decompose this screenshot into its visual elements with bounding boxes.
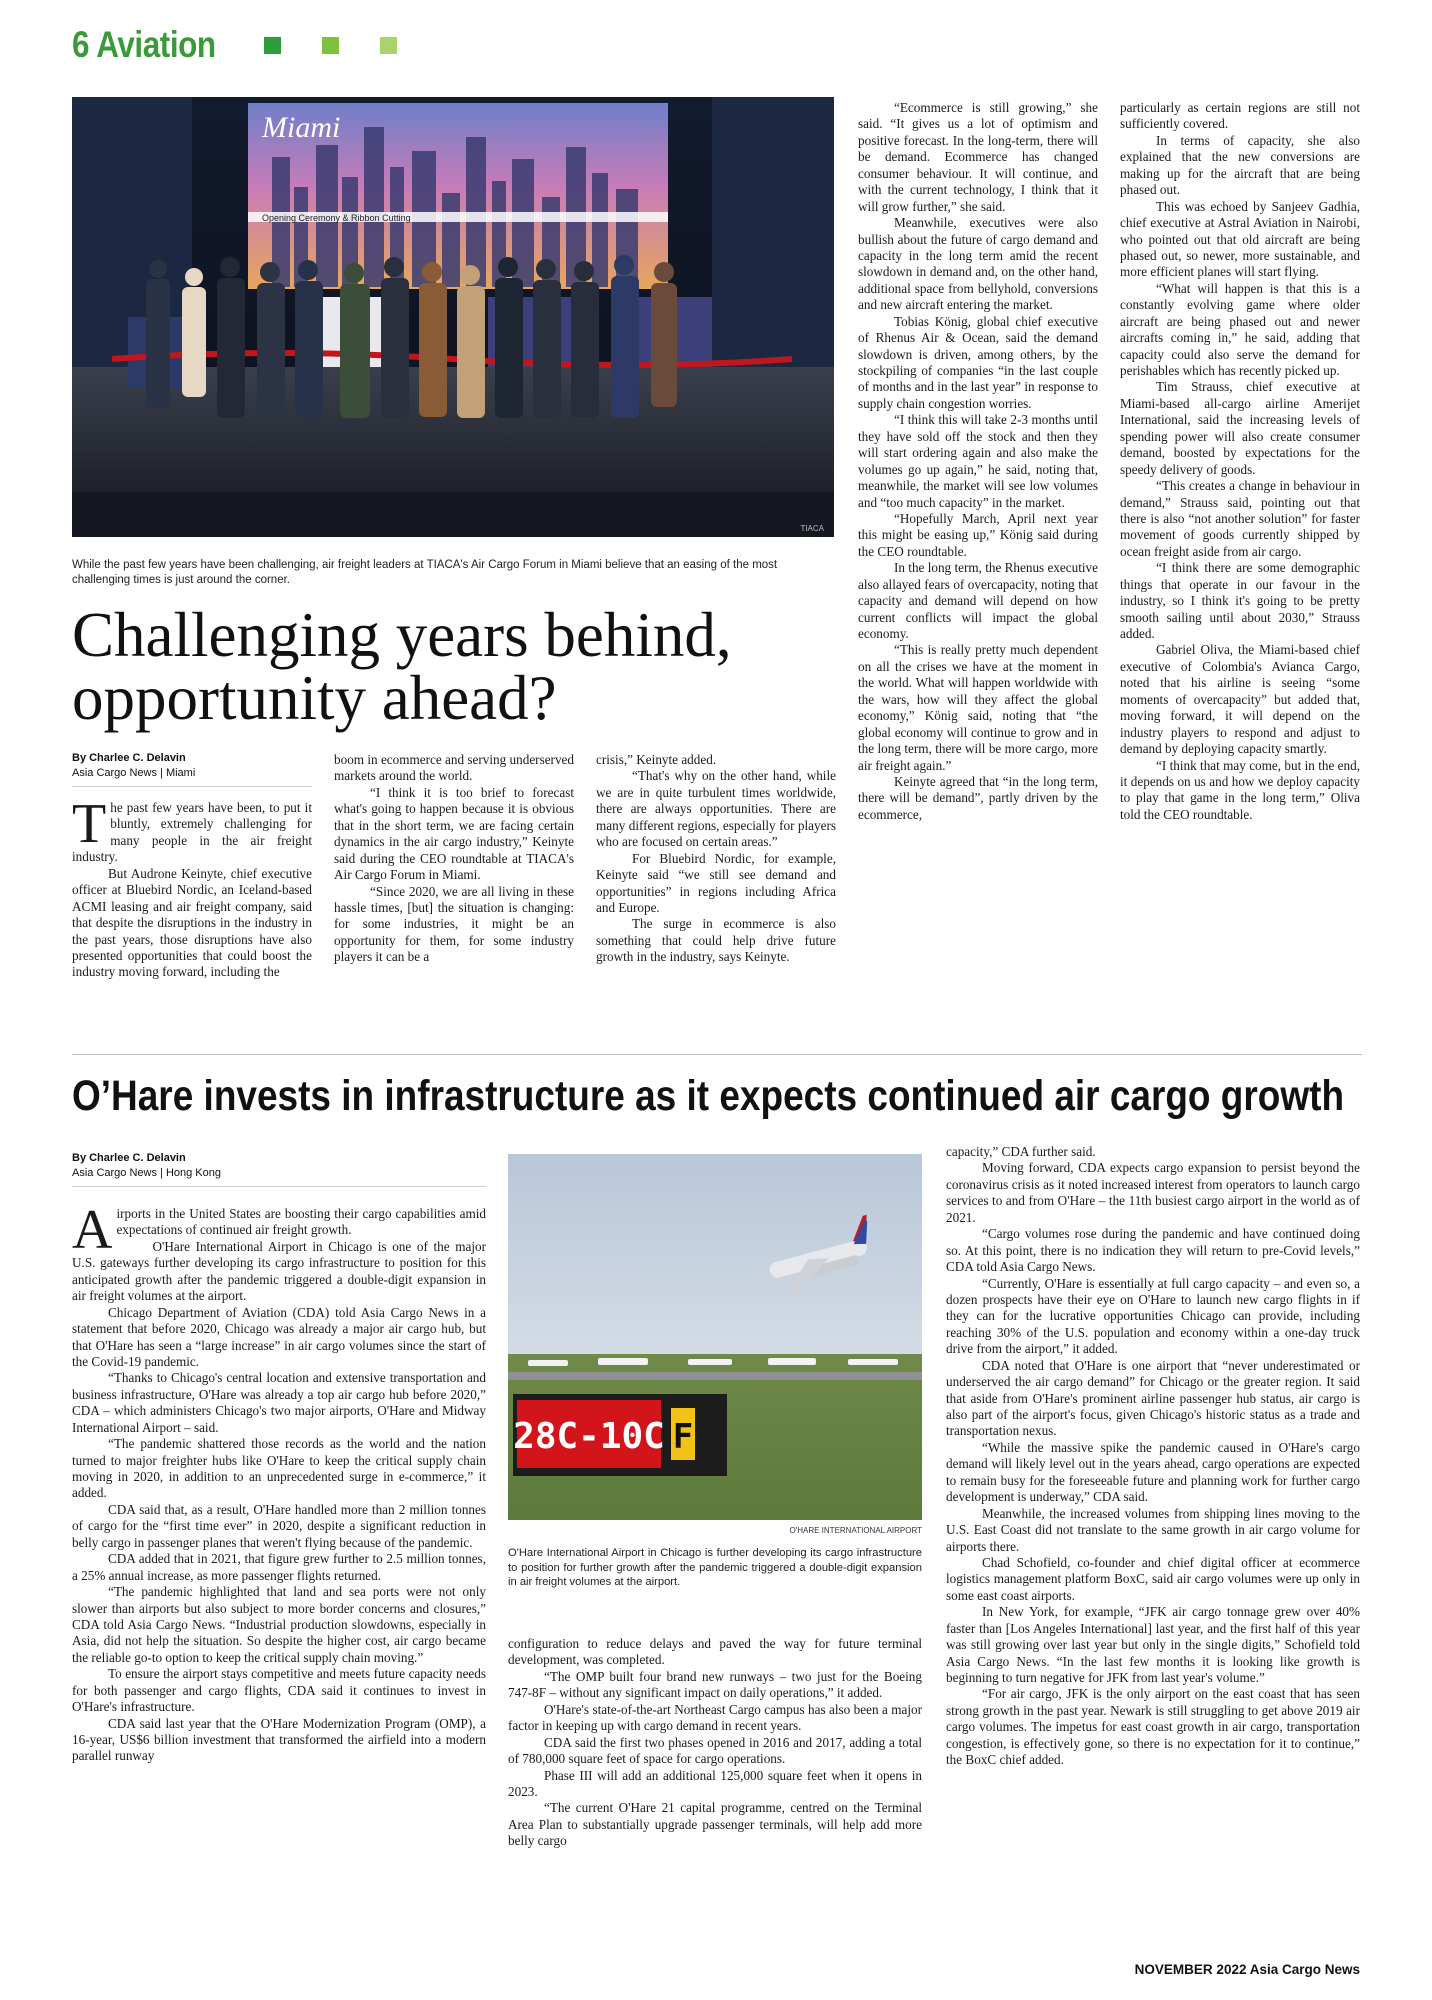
article2-column-1 — [72, 1199, 486, 1765]
paragraph: Tim Strauss, chief executive at Miami-based all-cargo airline Amerijet International, said the increasing levels of spending power will also create consumer demand, boosted by expectations for the speedy delivery of goods. — [1120, 379, 1360, 477]
green-square-3 — [380, 37, 397, 54]
paragraph: O'Hare International Airport in Chicago is one of the major U.S. gateways further developing its cargo infrastructure to position for this anticipated growth after the pandemic triggered a double-digit expansion in air freight volumes at the airport. — [72, 1238, 486, 1304]
green-square-2 — [322, 37, 339, 54]
runway-sign-text: 28C-10C — [513, 1416, 665, 1457]
paragraph: he past few years have been, to put it bluntly, extremely challenging for many people in the air freight industry. — [72, 800, 312, 865]
paragraph: In terms of capacity, she also explained that the new conversions are making up for the aircraft that are being phased out. — [1120, 132, 1360, 198]
paragraph: Moving forward, CDA expects cargo expansion to persist beyond the coronavirus crisis as it noted increased interest from operators to launch cargo services to and from O'Hare – the 11th busiest cargo airport in the world as of 2021. — [946, 1160, 1360, 1225]
byline-author: By Charlee C. Delavin — [72, 1152, 186, 1164]
paragraph: crisis,” Keinyte added. — [596, 752, 717, 767]
paragraph: In the long term, the Rhenus executive also allayed fears of overcapacity, noting that capacity and demand will depend on how current conflicts will impact the global economy. — [858, 560, 1098, 641]
green-square-1 — [264, 37, 281, 54]
paragraph: “I think that may come, but in the end, it depends on us and how we deploy capacity to play that game in the long term,” Oliva told the CEO roundtable. — [1120, 757, 1360, 822]
paragraph: Chicago Department of Aviation (CDA) told Asia Cargo News in a statement that before 2020, Chicago was already a major air cargo hub, but that O'Hare has seen a “large increase” in air cargo volumes since the start of the Covid-19 pandemic. — [72, 1304, 486, 1369]
paragraph: CDA said that, as a result, O'Hare handled more than 2 million tonnes of cargo for the “first time ever” in 2020, despite a significant reduction in belly cargo in passenger planes that weren't flying because of the pandemic. — [72, 1501, 486, 1550]
paragraph: “The pandemic shattered those records as the world and the nation turned to major freighter hubs like O'Hare to keep the critical supply chain moving in 2020, in addition to an unprecedented surge in e-commerce,” it added. — [72, 1436, 486, 1501]
paragraph: particularly as certain regions are still not sufficiently covered. — [1120, 100, 1360, 132]
paragraph: “I think this will take 2-3 months until they have sold off the stock and then they will start ordering again and also make the volumes go up again,” he said, noting that, meanwhile, the market will see low volumes and “too much capacity” in the market. — [858, 412, 1098, 510]
paragraph: Meanwhile, the increased volumes from shipping lines moving to the U.S. East Coast did not translate to the same growth in air cargo volume for airports there. — [946, 1505, 1360, 1554]
article2-column-2 — [508, 1636, 922, 1850]
byline-2 — [72, 1152, 486, 1179]
paragraph: O'Hare's state-of-the-art Northeast Cargo campus has also been a major factor in keeping up with cargo demand in recent years. — [508, 1701, 922, 1734]
paragraph: “This creates a change in behaviour in demand,” Strauss said, pointing out that there is also “not another solution” for faster movement of goods currently shipped by ocean freight aside from air cargo. — [1120, 478, 1360, 559]
paragraph: But Audrone Keinyte, chief executive officer at Bluebird Nordic, an Iceland-based ACMI leasing and air freight company, said that despite the disruptions in the industry in the past years, those disruptions have also presented opportunities that could boost the industry moving forward, including the — [72, 865, 312, 980]
article1-column-5 — [1120, 100, 1360, 823]
paragraph: “Cargo volumes rose during the pandemic and have continued doing so. At this point, there is no indication they will return to pre-Covid levels,” CDA told Asia Cargo News. — [946, 1226, 1360, 1275]
article1-column-4 — [858, 100, 1098, 823]
paragraph: Gabriel Oliva, the Miami-based chief executive of Colombia's Avianca Cargo, noted that his airline is seeing “some moments of overcapacity” but added that, moving forward, it will depend on the industry players to respond and adjust to demand by deploying capacity smartly. — [1120, 642, 1360, 757]
paragraph: “I think it is too brief to forecast what's going to happen because it is obvious that in the short term, we are facing certain dynamics in the air cargo industry,” Keinyte said during the CEO roundtable at TIACA's Air Cargo Forum in Miami. — [334, 784, 574, 883]
runway-sign-letter: F — [672, 1417, 694, 1457]
paragraph: CDA said last year that the O'Hare Modernization Program (OMP), a 16-year, US$6 billion investment that transformed the airfield into a modern parallel runway — [72, 1715, 486, 1764]
page-footer: NOVEMBER 2022 Asia Cargo News — [1134, 1962, 1360, 1977]
paragraph: “Thanks to Chicago's central location and extensive transportation and business infrastructure, O'Hare was already a top air cargo hub before 2020,” CDA – which administers Chicago's two major airports, O'Hare and Midway International Airport – said. — [72, 1370, 486, 1435]
dropcap-2: A — [72, 1199, 113, 1261]
paragraph: “That's why on the other hand, while we are in quite turbulent times worldwide, there are always opportunities. There are many different regions, especially for players who are focused on certain areas.” — [596, 768, 836, 850]
paragraph: “I think there are some demographic things that operate in our favour in the industry, so I think it's going to be pretty smooth sailing until about 2030,” Strauss added. — [1120, 560, 1360, 641]
article-headline-2: O’Hare invests in infrastructure as it expects continued air cargo growth — [72, 1072, 1345, 1120]
article-headline: Challenging years behind, opportunity ahead? — [72, 600, 732, 733]
paragraph: “Since 2020, we are all living in these hassle times, [but] the situation is changing: for some industries, it might be an opportunity for them, for some industry players it can be a — [334, 883, 574, 965]
section-label: 6 Aviation — [72, 24, 216, 65]
paragraph: In New York, for example, “JFK air cargo tonnage grew over 40% faster than [Los Angeles International] last year, and the first half of this year was still growing over last year but only in the single digits,” Schofield told Asia Cargo News. “In the last few months it is looking like growth is beginning to turn negative for JFK from last year's volume.” — [946, 1604, 1360, 1685]
ribbon-cutting-image — [72, 97, 834, 537]
article1-column-3 — [596, 752, 836, 966]
paragraph: configuration to reduce delays and paved the way for future terminal development, was completed. — [508, 1636, 922, 1668]
forum-photo — [72, 97, 834, 537]
byline — [72, 752, 312, 779]
paragraph: CDA noted that O'Hare is one airport that “never underestimated or underserved the air cargo demand” for Chicago or the greater region. It said that aside from O'Hare's prominent airline passenger hub status, air cargo is also part of the airport's focus, given Chicago's historic status as a trade and transportation nexus. — [946, 1357, 1360, 1439]
photo-caption-2: O'Hare International Airport in Chicago is further developing its cargo infrastructure to position for further growth after the pandemic triggered a double-digit expansion in air freight volumes at the airport. — [508, 1547, 922, 1589]
byline-divider-2 — [72, 1186, 486, 1187]
paragraph: “The current O'Hare 21 capital programme, centred on the Terminal Area Plan to substantially upgrade passenger terminals, will help add more belly cargo — [508, 1800, 922, 1849]
photo-caption-1: While the past few years have been challenging, air freight leaders at TIACA's Air Cargo Forum in Miami believe that an easing of the most challenging times is just around the corner. — [72, 559, 778, 586]
photo-credit-overlay: TIACA — [800, 524, 824, 533]
dropcap: T — [72, 793, 107, 855]
paragraph: CDA added that in 2021, that figure grew further to 2.5 million tonnes, a 25% annual increase, as more passenger flights returned. — [72, 1551, 486, 1583]
article1-column-1 — [72, 793, 312, 981]
paragraph: irports in the United States are boosting their cargo capabilities amid expectations of continued air freight growth. — [116, 1206, 486, 1238]
paragraph: boom in ecommerce and serving underserved markets around the world. — [334, 752, 574, 784]
byline-divider — [72, 786, 312, 787]
paragraph: “While the massive spike the pandemic caused in O'Hare's cargo demand will likely level out in the years ahead, cargo operations are expected to remain busy for the foreseeable future and planning work for further cargo development is underway,” CDA said. — [946, 1439, 1360, 1505]
byline-publication: Asia Cargo News | Miami — [72, 767, 196, 779]
article1-column-2 — [334, 752, 574, 966]
paragraph: Tobias König, global chief executive of Rhenus Air & Ocean, said the demand slowdown is driven, among others, by the stockpiling of companies “in the last couple of months and in the last year” in response to supply chain congestion worries. — [858, 313, 1098, 411]
paragraph: “The OMP built four brand new runways – two just for the Boeing 747-8F – without any significant impact on daily operations,” it added. — [508, 1668, 922, 1701]
screen-logo-text: Miami — [262, 111, 341, 144]
ohare-photo — [508, 1154, 922, 1520]
paragraph: CDA said the first two phases opened in 2016 and 2017, adding a total of 780,000 square feet of space for cargo operations. — [508, 1734, 922, 1767]
screen-banner-text: Opening Ceremony & Ribbon Cutting — [262, 213, 411, 223]
paragraph: Keinyte agreed that “in the long term, there will be demand”, partly driven by the ecommerce, — [858, 773, 1098, 822]
paragraph: “Currently, O'Hare is essentially at full cargo capacity – and even so, a dozen prospects have their eye on O'Hare to launch new cargo flights in if they can for the lucrative opportunities Chicago can provide, including reaching 30% of the U.S. population and economy within a one-day truck drive from the airport,” it added. — [946, 1275, 1360, 1357]
article2-column-3 — [946, 1144, 1360, 1769]
byline-author: By Charlee C. Delavin — [72, 752, 186, 764]
airport-image — [508, 1154, 922, 1520]
paragraph: “The pandemic highlighted that land and sea ports were not only slower than airports but also subject to more border concerns and closures,” CDA told Asia Cargo News. “Industrial production slowdowns, especially in Asia, did not help the situation. So despite the higher cost, air cargo became the reliable go-to option to keep the critical supply chain moving.” — [72, 1584, 486, 1665]
paragraph: “For air cargo, JFK is the only airport on the east coast that has seen strong growth in the past year. Newark is still struggling to get above 2019 air cargo volumes. The impetus for east coast growth in air cargo, transportation congestion, is effectively gone, so there is no expectation for it to continue,” the BoxC chief added. — [946, 1686, 1360, 1768]
paragraph: “Hopefully March, April next year this might be easing up,” König said during the CEO roundtable. — [858, 510, 1098, 559]
section-divider — [72, 1054, 1362, 1055]
photo-credit-2: O'HARE INTERNATIONAL AIRPORT — [789, 1526, 922, 1535]
paragraph: “This is really pretty much dependent on all the crises we have at the moment in the world. What will happen worldwide with the wars, how will they affect the global economy,” König said, noting that “the global economy will continue to grow and in the long term, there will be more cargo, more air freight again.” — [858, 642, 1098, 773]
paragraph: The surge in ecommerce is also something that could help drive future growth in the industry, says Keinyte. — [596, 916, 836, 965]
paragraph: “What will happen is that this is a constantly evolving game where older aircraft are being phased out and newer aircrafts coming in,” he said, adding that capacity could also serve the demand for perishables which has recently picked up. — [1120, 280, 1360, 378]
byline-publication: Asia Cargo News | Hong Kong — [72, 1167, 221, 1179]
paragraph: capacity,” CDA further said. — [946, 1144, 1096, 1159]
paragraph: “Ecommerce is still growing,” she said. “It gives us a lot of optimism and positive forecast. In the long-term, there will be demand. Ecommerce has changed consumer behaviour. It will continue, and with the current technology, I think that it will grow further,” she said. — [858, 100, 1098, 214]
paragraph: Phase III will add an additional 125,000 square feet when it opens in 2023. — [508, 1767, 922, 1799]
paragraph: To ensure the airport stays competitive and meets future capacity needs for both passenger and cargo flights, CDA said it continues to invest in O'Hare's infrastructure. — [72, 1666, 486, 1715]
paragraph: This was echoed by Sanjeev Gadhia, chief executive at Astral Aviation in Nairobi, who pointed out that old aircraft are being phased out, so newer, more sustainable, and more efficient planes will start flying. — [1120, 198, 1360, 280]
paragraph: Chad Schofield, co-founder and chief digital officer at ecommerce logistics management platform BoxC, said air cargo volumes were up only in some east coast airports. — [946, 1554, 1360, 1603]
paragraph: For Bluebird Nordic, for example, Keinyte said “we still see demand and opportunities” in regions including Africa and Europe. — [596, 850, 836, 915]
paragraph: Meanwhile, executives were also bullish about the future of cargo demand and capacity in the long term amid the recent slowdown in demand and, on the other hand, additional space from bellyhold, conversions and new aircraft entering the market. — [858, 215, 1098, 313]
